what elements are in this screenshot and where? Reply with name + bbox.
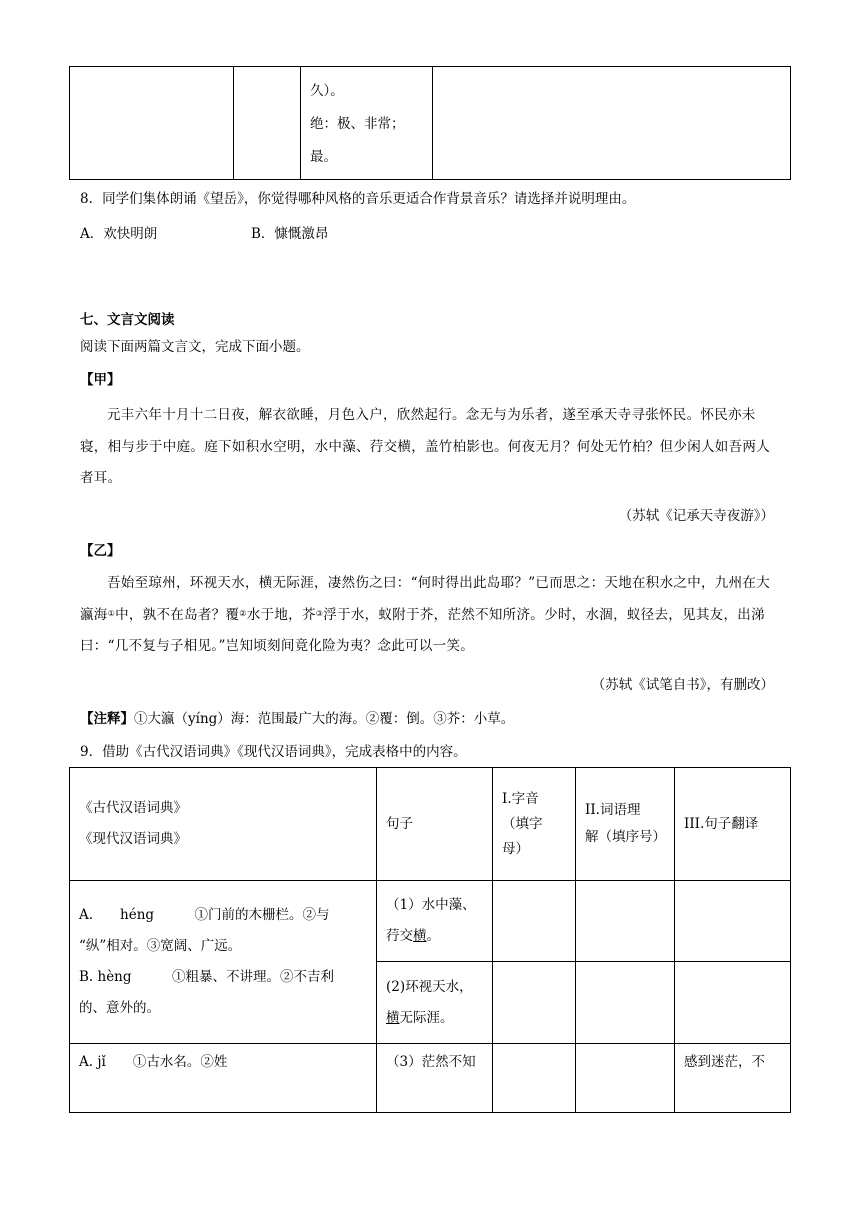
passage-jia-text: 元丰六年十月十二日夜，解衣欲睡，月色入户，欣然起行。念无与为乐者，遂至承天寺寻张怀民。怀民亦未寝，相与步于中庭。庭下如积水空明，水中藻、荇交横，盖竹柏影也。何夜无月？何处无竹柏？但少闲人如吾两人者耳。 (80, 407, 770, 486)
header-dictionaries: 《古代汉语词典》 《现代汉语词典》 (70, 768, 377, 881)
passage-jia-source: （苏轼《记承天寺夜游》） (618, 508, 774, 524)
answer-pronunciation-2[interactable] (493, 962, 576, 1044)
top-table-cell-4 (433, 67, 791, 180)
answer-translation-2[interactable] (675, 962, 791, 1044)
top-table-line: 久）。 (310, 83, 344, 99)
passage-jia-label: 【甲】 (80, 372, 121, 388)
header-pronunciation: I.字音 （填字 母） (493, 768, 576, 881)
sentence-3: （3）茫然不知 (377, 1044, 493, 1113)
question-9: 9．借助《古代汉语词典》《现代汉语词典》，完成表格中的内容。 (80, 744, 467, 760)
section-heading: 七、文言文阅读 (80, 312, 175, 328)
answer-meaning-1[interactable] (576, 881, 675, 962)
top-table-cell-1 (70, 67, 234, 180)
note-marker: ② (239, 608, 247, 618)
answer-translation-1[interactable] (675, 881, 791, 962)
q8-option-b: B．慷慨激昂 (251, 226, 329, 242)
annotation: 【注释】①大瀛（yíng）海：范围最广大的海。②覆：倒。③芥：小草。 (80, 711, 515, 727)
definitions-heng: A. héng ①门前的木栅栏。②与 “纵”相对。③宽阔、广远。 B. hèng ①粗暴、不讲理。②不吉利 的、意外的。 (70, 881, 377, 1044)
q8-option-a: A．欢快明朗 (80, 226, 158, 242)
definitions-ji: A. jǐ ①古水名。②姓 (70, 1044, 377, 1113)
top-table-cell-2 (234, 67, 301, 180)
sentence-2: (2)环视天水， 横无际涯。 (377, 962, 493, 1044)
q9-table (69, 767, 791, 1113)
note-marker: ③ (315, 608, 324, 618)
question-8: 8．同学们集体朗诵《望岳》，你觉得哪种风格的音乐更适合作背景音乐？请选择并说明理由。 (80, 191, 636, 207)
header-word-meaning: II.词语理 解（填序号） (576, 768, 675, 881)
answer-meaning-3[interactable] (576, 1044, 675, 1113)
answer-meaning-2[interactable] (576, 962, 675, 1044)
top-table-cell-3 (301, 67, 433, 180)
header-translation: III.句子翻译 (675, 768, 791, 881)
top-table-line: 最。 (310, 149, 337, 165)
answer-pronunciation-3[interactable] (493, 1044, 576, 1113)
answer-translation-3: 感到迷茫，不 (675, 1044, 791, 1113)
top-table (69, 66, 791, 180)
passage-yi-label: 【乙】 (80, 543, 121, 559)
passage-yi-source: （苏轼《试笔自书》，有删改） (591, 677, 774, 693)
passage-yi-text: 吾始至琼州，环视天水，横无际涯，凄然伤之曰：“何时得出此岛耶？”已而思之：天地在积水之中，九州在大瀛海①中，孰不在岛者？覆②水于地，芥③浮于水，蚁附于芥，茫然不知所济。少时，水涸，蚁径去，见其友，出涕曰：“几不复与子相见。”岂知顷刻间竟化险为夷？念此可以一笑。 (80, 575, 771, 654)
header-sentence: 句子 (377, 768, 493, 881)
note-marker: ① (107, 608, 116, 618)
top-table-line: 绝：极、非常； (310, 116, 405, 132)
sentence-1: （1）水中藻、 荇交横。 (377, 881, 493, 962)
section-instruction: 阅读下面两篇文言文，完成下面小题。 (80, 339, 310, 355)
answer-pronunciation-1[interactable] (493, 881, 576, 962)
